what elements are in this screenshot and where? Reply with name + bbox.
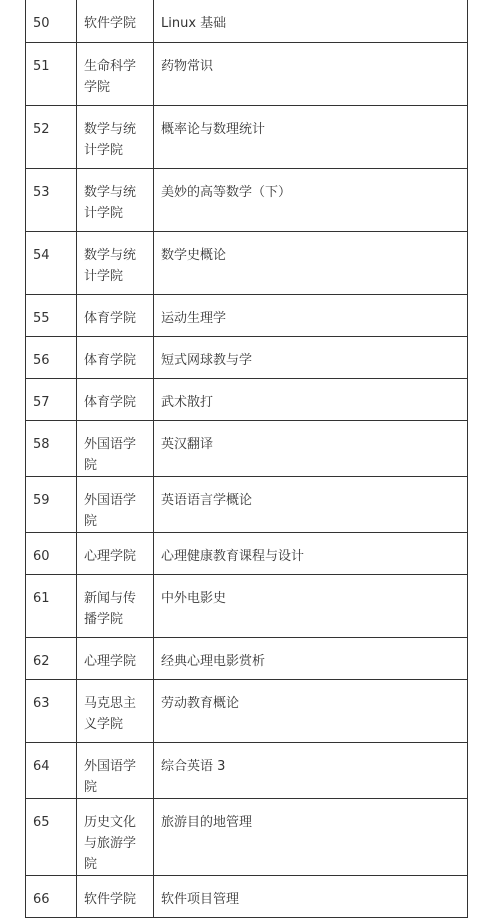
course-cell: 劳动教育概论 bbox=[154, 680, 468, 743]
row-number: 60 bbox=[26, 533, 77, 575]
table-row bbox=[26, 575, 468, 638]
row-number: 66 bbox=[26, 876, 77, 918]
row-number: 57 bbox=[26, 379, 77, 421]
course-cell: 短式网球教与学 bbox=[154, 337, 468, 379]
table-row bbox=[26, 379, 468, 421]
course-cell: 概率论与数理统计 bbox=[154, 106, 468, 169]
table-row bbox=[26, 0, 468, 43]
department-cell: 外国语学院 bbox=[77, 477, 154, 533]
course-cell: 心理健康教育课程与设计 bbox=[154, 533, 468, 575]
course-cell: 药物常识 bbox=[154, 43, 468, 106]
department-cell: 数学与统计学院 bbox=[77, 169, 154, 232]
course-cell: 运动生理学 bbox=[154, 295, 468, 337]
row-number: 58 bbox=[26, 421, 77, 477]
row-number: 62 bbox=[26, 638, 77, 680]
course-cell: 英语语言学概论 bbox=[154, 477, 468, 533]
course-cell: 数学史概论 bbox=[154, 232, 468, 295]
table-row bbox=[26, 876, 468, 918]
department-cell: 外国语学院 bbox=[77, 743, 154, 799]
table-row bbox=[26, 680, 468, 743]
table-row bbox=[26, 106, 468, 169]
course-cell: 旅游目的地管理 bbox=[154, 799, 468, 876]
department-cell: 生命科学学院 bbox=[77, 43, 154, 106]
row-number: 61 bbox=[26, 575, 77, 638]
table-row bbox=[26, 743, 468, 799]
department-cell: 软件学院 bbox=[77, 876, 154, 918]
table-row bbox=[26, 169, 468, 232]
department-cell: 数学与统计学院 bbox=[77, 232, 154, 295]
row-number: 51 bbox=[26, 43, 77, 106]
course-table bbox=[25, 0, 468, 918]
table-row bbox=[26, 43, 468, 106]
table-row bbox=[26, 295, 468, 337]
department-cell: 历史文化与旅游学院 bbox=[77, 799, 154, 876]
department-cell: 数学与统计学院 bbox=[77, 106, 154, 169]
row-number: 54 bbox=[26, 232, 77, 295]
department-cell: 新闻与传播学院 bbox=[77, 575, 154, 638]
department-cell: 软件学院 bbox=[77, 0, 154, 43]
course-cell: 英汉翻译 bbox=[154, 421, 468, 477]
row-number: 59 bbox=[26, 477, 77, 533]
row-number: 65 bbox=[26, 799, 77, 876]
course-cell: Linux 基础 bbox=[154, 0, 468, 43]
department-cell: 心理学院 bbox=[77, 638, 154, 680]
table-row bbox=[26, 533, 468, 575]
row-number: 53 bbox=[26, 169, 77, 232]
row-number: 56 bbox=[26, 337, 77, 379]
department-cell: 体育学院 bbox=[77, 379, 154, 421]
course-cell: 综合英语 3 bbox=[154, 743, 468, 799]
row-number: 55 bbox=[26, 295, 77, 337]
table-row bbox=[26, 232, 468, 295]
table-row bbox=[26, 477, 468, 533]
course-cell: 中外电影史 bbox=[154, 575, 468, 638]
course-cell: 软件项目管理 bbox=[154, 876, 468, 918]
department-cell: 心理学院 bbox=[77, 533, 154, 575]
table-row bbox=[26, 337, 468, 379]
course-cell: 美妙的高等数学（下） bbox=[154, 169, 468, 232]
table-row bbox=[26, 421, 468, 477]
row-number: 64 bbox=[26, 743, 77, 799]
department-cell: 体育学院 bbox=[77, 295, 154, 337]
department-cell: 体育学院 bbox=[77, 337, 154, 379]
course-table-body bbox=[26, 0, 468, 918]
row-number: 52 bbox=[26, 106, 77, 169]
row-number: 50 bbox=[26, 0, 77, 43]
course-cell: 武术散打 bbox=[154, 379, 468, 421]
department-cell: 马克思主义学院 bbox=[77, 680, 154, 743]
course-cell: 经典心理电影赏析 bbox=[154, 638, 468, 680]
table-row bbox=[26, 638, 468, 680]
row-number: 63 bbox=[26, 680, 77, 743]
department-cell: 外国语学院 bbox=[77, 421, 154, 477]
